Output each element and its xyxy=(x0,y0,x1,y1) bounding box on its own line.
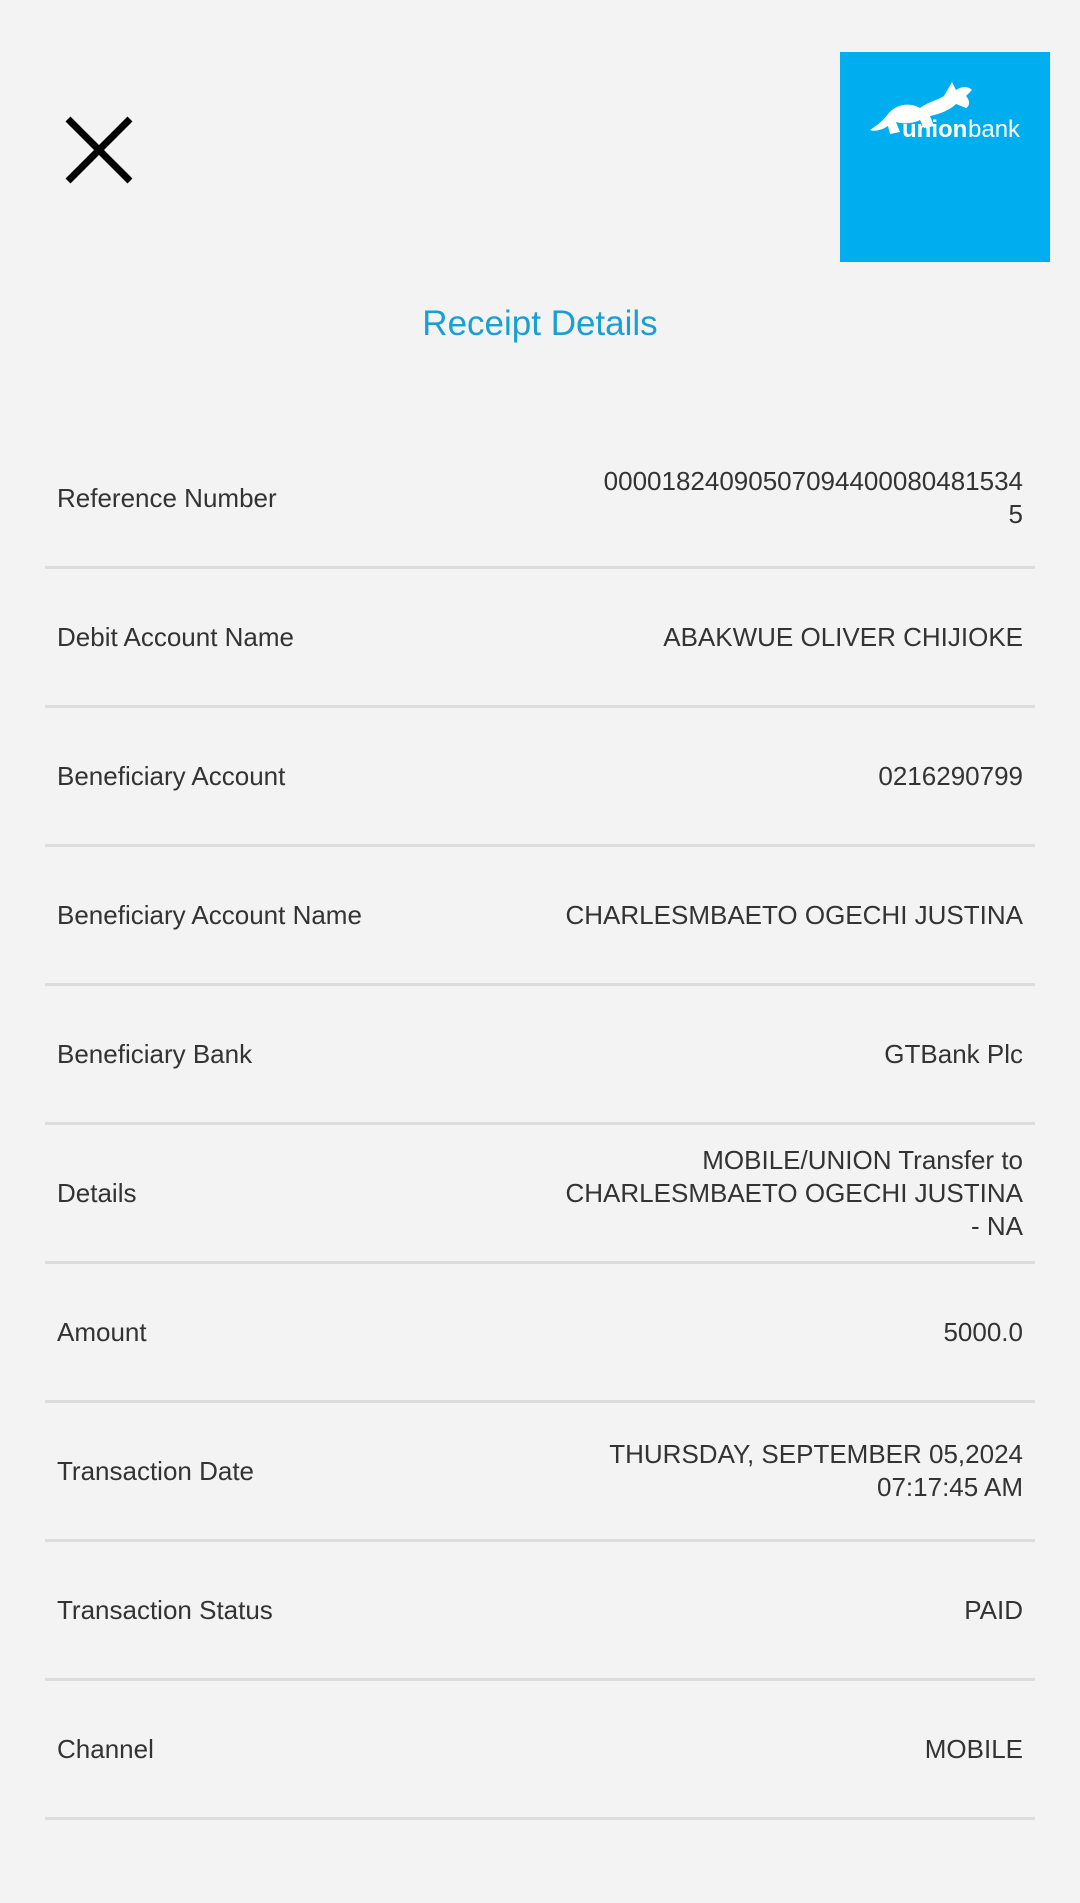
row-reference-number xyxy=(45,430,1035,569)
row-label: Details xyxy=(57,1177,137,1208)
row-value: CHARLESMBAETO OGECHI JUSTINA xyxy=(565,899,1023,930)
row-label: Beneficiary Account xyxy=(57,760,286,791)
row-label: Channel xyxy=(57,1733,154,1764)
row-value: 0216290799 xyxy=(878,760,1023,791)
logo-text-bank: bank xyxy=(968,116,1021,143)
row-details xyxy=(45,1125,1035,1264)
row-label: Transaction Status xyxy=(57,1594,273,1625)
row-label: Amount xyxy=(57,1316,147,1347)
receipt-details-list xyxy=(45,430,1035,1820)
row-label: Transaction Date xyxy=(57,1455,255,1486)
row-label: Beneficiary Bank xyxy=(57,1038,253,1069)
row-beneficiary-bank xyxy=(45,986,1035,1125)
page-title: Receipt Details xyxy=(422,304,658,343)
row-value: MOBILE/UNION Transfer to CHARLESMBAETO OGECHI JUSTINA - NA xyxy=(565,1144,1023,1241)
row-transaction-status xyxy=(45,1542,1035,1681)
row-value: MOBILE xyxy=(924,1733,1023,1764)
row-transaction-date xyxy=(45,1403,1035,1542)
row-channel xyxy=(45,1681,1035,1820)
row-value: ABAKWUE OLIVER CHIJIOKE xyxy=(663,621,1023,652)
row-debit-account-name xyxy=(45,569,1035,708)
row-beneficiary-account-name xyxy=(45,847,1035,986)
row-value: PAID xyxy=(964,1594,1023,1625)
row-label: Beneficiary Account Name xyxy=(57,899,362,930)
row-label: Debit Account Name xyxy=(57,621,295,652)
row-amount xyxy=(45,1264,1035,1403)
close-icon xyxy=(62,113,136,187)
logo-text-union: union xyxy=(902,116,968,143)
row-value: 00001824090507094400080481534 5 xyxy=(603,466,1023,529)
row-beneficiary-account xyxy=(45,708,1035,847)
close-button[interactable] xyxy=(62,113,136,187)
row-label: Reference Number xyxy=(57,482,277,513)
row-value: THURSDAY, SEPTEMBER 05,2024 07:17:45 AM xyxy=(609,1439,1023,1502)
row-value: 5000.0 xyxy=(943,1316,1023,1347)
row-value: GTBank Plc xyxy=(884,1038,1023,1069)
unionbank-logo xyxy=(840,52,1050,262)
